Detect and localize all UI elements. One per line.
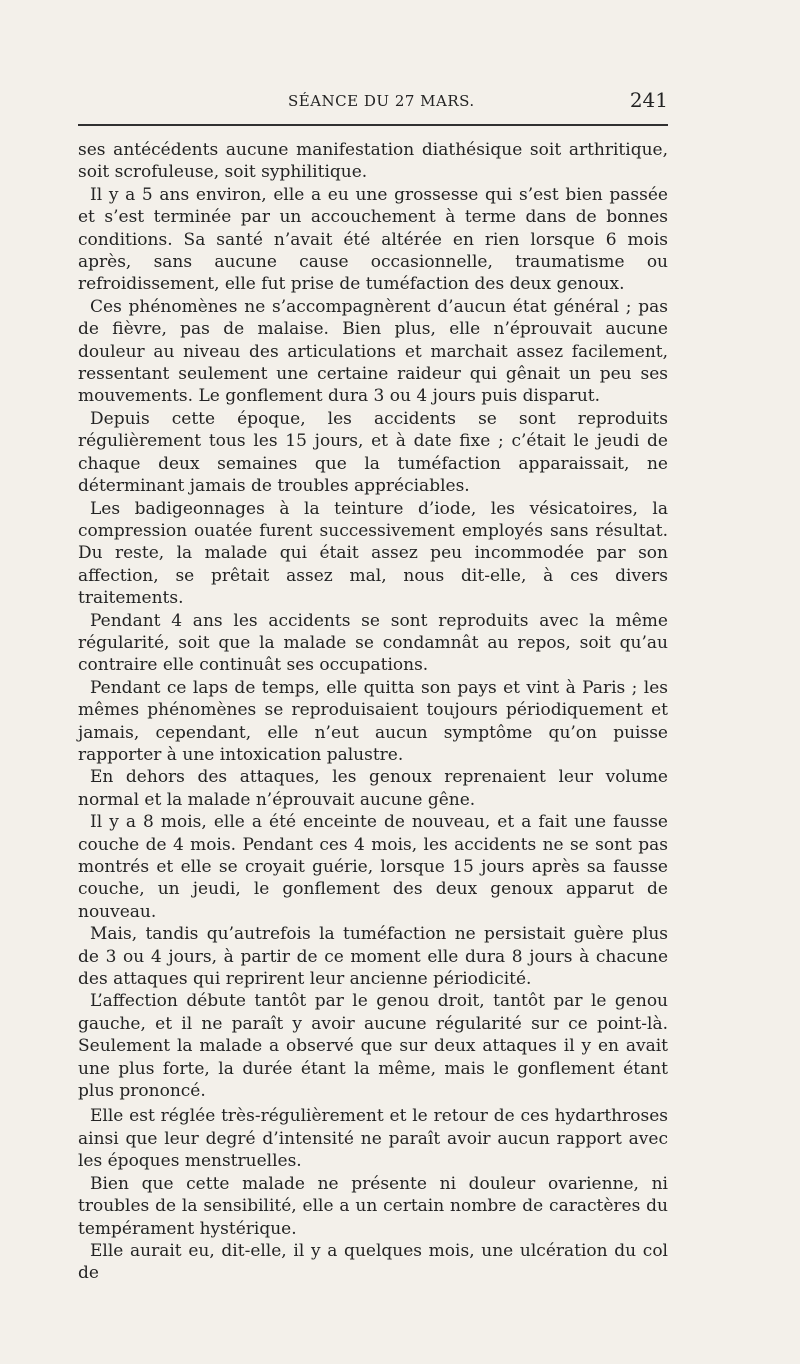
header-title: SÉANCE DU 27 MARS. [288,92,475,110]
paragraph: Ces phénomènes ne s’accompagnèrent d’aucun état général ; pas de fièvre, pas de malaise. Bien plus, elle n’éprouvait aucune douleur au niveau des articulations et marchait assez facilement, ressentant seulement une certaine raideur qui gênait un peu ses mouvements. Le gonflement dura 3 ou 4 jours puis disparut. [78,296,668,407]
paragraph: Elle aurait eu, dit-elle, il y a quelques mois, une ulcération du col de [78,1240,668,1284]
paragraph: Depuis cette époque, les accidents se sont reproduits régulièrement tous les 15 jours, et à date fixe ; c’était le jeudi de chaque deux semaines que la tuméfaction apparaissait, ne déterminant jamais de troubles appréciables. [78,408,668,497]
paragraph: Mais, tandis qu’autrefois la tuméfaction ne persistait guère plus de 3 ou 4 jours, à partir de ce moment elle dura 8 jours à chacune des attaques qui reprirent leur ancienne périodicité. [78,924,668,990]
paragraph: Pendant 4 ans les accidents se sont reproduits avec la même régularité, soit que la malade se condamnât au repos, soit qu’au contraire elle continuât ses occupations. [78,610,668,676]
paragraph: ses antécédents aucune manifestation diathésique soit arthritique, soit scrofuleuse, soit syphilitique. [78,140,668,183]
paragraph: Pendant ce laps de temps, elle quitta son pays et vint à Paris ; les mêmes phénomènes se reproduisaient toujours périodiquement et jamais, cependant, elle n’eut aucun symptôme qu’on puisse rapporter à une intoxication palustre. [78,677,668,765]
paragraph: En dehors des attaques, les genoux reprenaient leur volume normal et la malade n’éprouvait aucune gêne. [78,767,668,810]
body-text [78,139,668,1285]
running-header [78,88,668,118]
page-number: 241 [629,88,668,112]
paragraph: Elle est réglée très-régulièrement et le retour de ces hydarthroses ainsi que leur degré d’intensité ne paraît avoir aucun rapport avec les époques menstruelles. [78,1106,668,1172]
header-rule [78,124,668,126]
paragraph: L’affection débute tantôt par le genou droit, tantôt par le genou gauche, et il ne paraît y avoir aucune régularité sur ce point-là. Seulement la malade a observé que sur deux attaques il y en avait une plus forte, la durée étant la même, mais le gonflement étant plus prononcé. [78,991,668,1102]
paragraph: Il y a 8 mois, elle a été enceinte de nouveau, et a fait une fausse couche de 4 mois. Pendant ces 4 mois, les accidents ne se sont pas montrés et elle se croyait guérie, lorsque 15 jours après sa fausse couche, un jeudi, le gonflement des deux genoux apparut de nouveau. [78,812,668,922]
paragraph: Les badigeonnages à la teinture d’iode, les vésicatoires, la compression ouatée furent successivement employés sans résultat. Du reste, la malade qui était assez peu incommodée par son affection, se prêtait assez mal, nous dit-elle, à ces divers traitements. [78,498,668,609]
paragraph: Bien que cette malade ne présente ni douleur ovarienne, ni troubles de la sensibilité, elle a un certain nombre de caractères du tempérament hystérique. [78,1173,668,1239]
paragraph: Il y a 5 ans environ, elle a eu une grossesse qui s’est bien passée et s’est terminée par un accouchement à terme dans de bonnes conditions. Sa santé n’avait été altérée en rien lorsque 6 mois après, sans aucune cause occasionnelle, traumatisme ou refroidissement, elle fut prise de tuméfaction des deux genoux. [78,184,668,295]
